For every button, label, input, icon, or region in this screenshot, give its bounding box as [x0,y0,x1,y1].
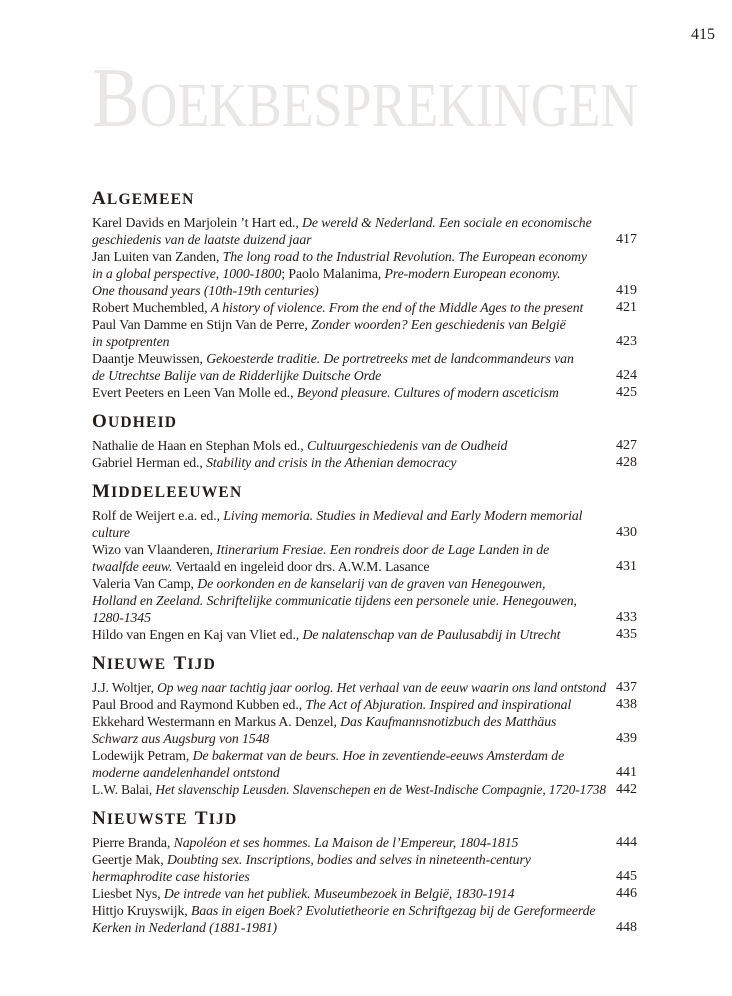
entry-line: Gabriel Herman ed., Stability and crisis in the Athenian democracy [92,455,457,470]
entry-line: 1280-1345 [92,610,151,625]
page-title-text: BOEKBESPREKINGEN [92,51,639,145]
entry-page-number: 448 [616,920,637,935]
toc-entry [92,679,637,696]
entry-line: Paul Brood and Raymond Kubben ed., The Act of Abjuration. Inspired and inspirational [92,697,572,712]
toc-section [92,651,637,798]
toc-entry [92,248,637,299]
entry-page-number: 427 [616,438,637,453]
entry-line: Paul Van Damme en Stijn Van de Perre, Zonder woorden? Een geschiedenis van België [92,317,566,332]
entry-page-number: 441 [616,765,637,780]
table-of-contents [92,186,637,936]
entry-line: twaalfde eeuw. Vertaald en ingeleid door drs. A.W.M. Lasance [92,559,430,574]
entry-line: One thousand years (10th-19th centuries) [92,283,319,298]
toc-entry [92,541,637,575]
entry-line: Evert Peeters en Leen Van Molle ed., Beyond pleasure. Cultures of modern asceticism [92,385,559,400]
toc-entry [92,851,637,885]
toc-entry [92,713,637,747]
section-heading: MIDDELEEUWEN [92,481,243,502]
entry-line: in a global perspective, 1000-1800; Paolo Malanima, Pre-modern European economy. [92,266,561,281]
entry-page-number: 421 [616,300,637,315]
entry-line: Rolf de Weijert e.a. ed., Living memoria. Studies in Medieval and Early Modern memorial [92,508,583,523]
toc-entry [92,454,637,471]
entry-page-number: 424 [616,368,637,383]
toc-entry [92,575,637,626]
entry-page-number: 438 [616,697,637,712]
toc-entry [92,507,637,541]
page-number: 415 [691,26,715,43]
entry-line: geschiedenis van de laatste duizend jaar [92,232,312,247]
entry-line: J.J. Woltjer, Op weg naar tachtig jaar oorlog. Het verhaal van de eeuw waarin ons land ontstond [92,680,606,695]
toc-entry [92,834,637,851]
toc-entry [92,299,637,316]
entry-line: moderne aandelenhandel ontstond [92,765,280,780]
entry-page-number: 417 [616,232,637,247]
toc-section [92,806,637,936]
entry-line: in spotprenten [92,334,170,349]
section-heading: NIEUWSTE TIJD [92,808,238,829]
entry-line: L.W. Balai, Het slavenschip Leusden. Slavenschepen en de West-Indische Compagnie, 1720-1738 [92,782,606,797]
entry-line: Valeria Van Camp, De oorkonden en de kanselarij van de graven van Henegouwen, [92,576,546,591]
entry-line: Nathalie de Haan en Stephan Mols ed., Cultuurgeschiedenis van de Oudheid [92,438,508,453]
toc-section [92,409,637,471]
toc-entry [92,437,637,454]
entry-page-number: 435 [616,627,637,642]
entry-page-number: 419 [616,283,637,298]
entry-line: hermaphrodite case histories [92,869,250,884]
entry-line: Ekkehard Westermann en Markus A. Denzel, Das Kaufmannsnotizbuch des Matthäus [92,714,557,729]
toc-section [92,479,637,643]
entry-line: Daantje Meuwissen, Gekoesterde traditie. De portretreeks met de landcommandeurs van [92,351,574,366]
entry-line: Schwarz aus Augsburg von 1548 [92,731,270,746]
entry-page-number: 431 [616,559,637,574]
entry-line: Kerken in Nederland (1881-1981) [92,920,278,935]
entry-page-number: 439 [616,731,637,746]
entry-line: Hittjo Kruyswijk, Baas in eigen Boek? Evolutietheorie en Schriftgezag bij de Gereformeerde [92,903,596,918]
entry-line: Robert Muchembled, A history of violence. From the end of the Middle Ages to the present [92,300,584,315]
toc-section [92,186,637,401]
entry-line: Lodewijk Petram, De bakermat van de beurs. Hoe in zeventiende-eeuws Amsterdam de [92,748,565,763]
toc-entry [92,747,637,781]
section-heading: OUDHEID [92,411,178,432]
entry-page-number: 428 [616,455,637,470]
section-heading: ALGEMEEN [92,188,195,209]
entry-page-number: 444 [616,835,637,850]
entry-page-number: 423 [616,334,637,349]
entry-page-number: 425 [616,385,637,400]
entry-line: Jan Luiten van Zanden, The long road to the Industrial Revolution. The European economy [92,249,587,264]
entry-line: de Utrechtse Balije van de Ridderlijke Duitsche Orde [92,368,382,383]
entry-line: Hildo van Engen en Kaj van Vliet ed., De nalatenschap van de Paulusabdij in Utrecht [92,627,561,642]
entry-page-number: 445 [616,869,637,884]
entry-line: Holland en Zeeland. Schriftelijke communicatie tijdens een personele unie. Henegouwen, [92,593,577,608]
page-title [92,52,732,144]
entry-line: Pierre Branda, Napoléon et ses hommes. La Maison de l’Empereur, 1804-1815 [92,835,519,850]
section-heading: NIEUWE TIJD [92,653,216,674]
entry-line: Wizo van Vlaanderen, Itinerarium Fresiae. Een rondreis door de Lage Landen in de [92,542,550,557]
toc-entry [92,316,637,350]
entry-page-number: 430 [616,525,637,540]
entry-page-number: 433 [616,610,637,625]
toc-entry [92,214,637,248]
entry-line: Geertje Mak, Doubting sex. Inscriptions, bodies and selves in nineteenth-century [92,852,531,867]
toc-entry [92,626,637,643]
entry-line: Karel Davids en Marjolein ’t Hart ed., De wereld & Nederland. Een sociale en economische [92,215,592,230]
entry-page-number: 437 [616,680,637,695]
entry-line: culture [92,525,130,540]
toc-entry [92,902,637,936]
toc-entry [92,350,637,384]
toc-entry [92,384,637,401]
toc-entry [92,781,637,798]
toc-entry [92,696,637,713]
entry-line: Liesbet Nys, De intrede van het publiek. Museumbezoek in België, 1830-1914 [92,886,515,901]
toc-entry [92,885,637,902]
entry-page-number: 442 [616,782,637,797]
entry-page-number: 446 [616,886,637,901]
